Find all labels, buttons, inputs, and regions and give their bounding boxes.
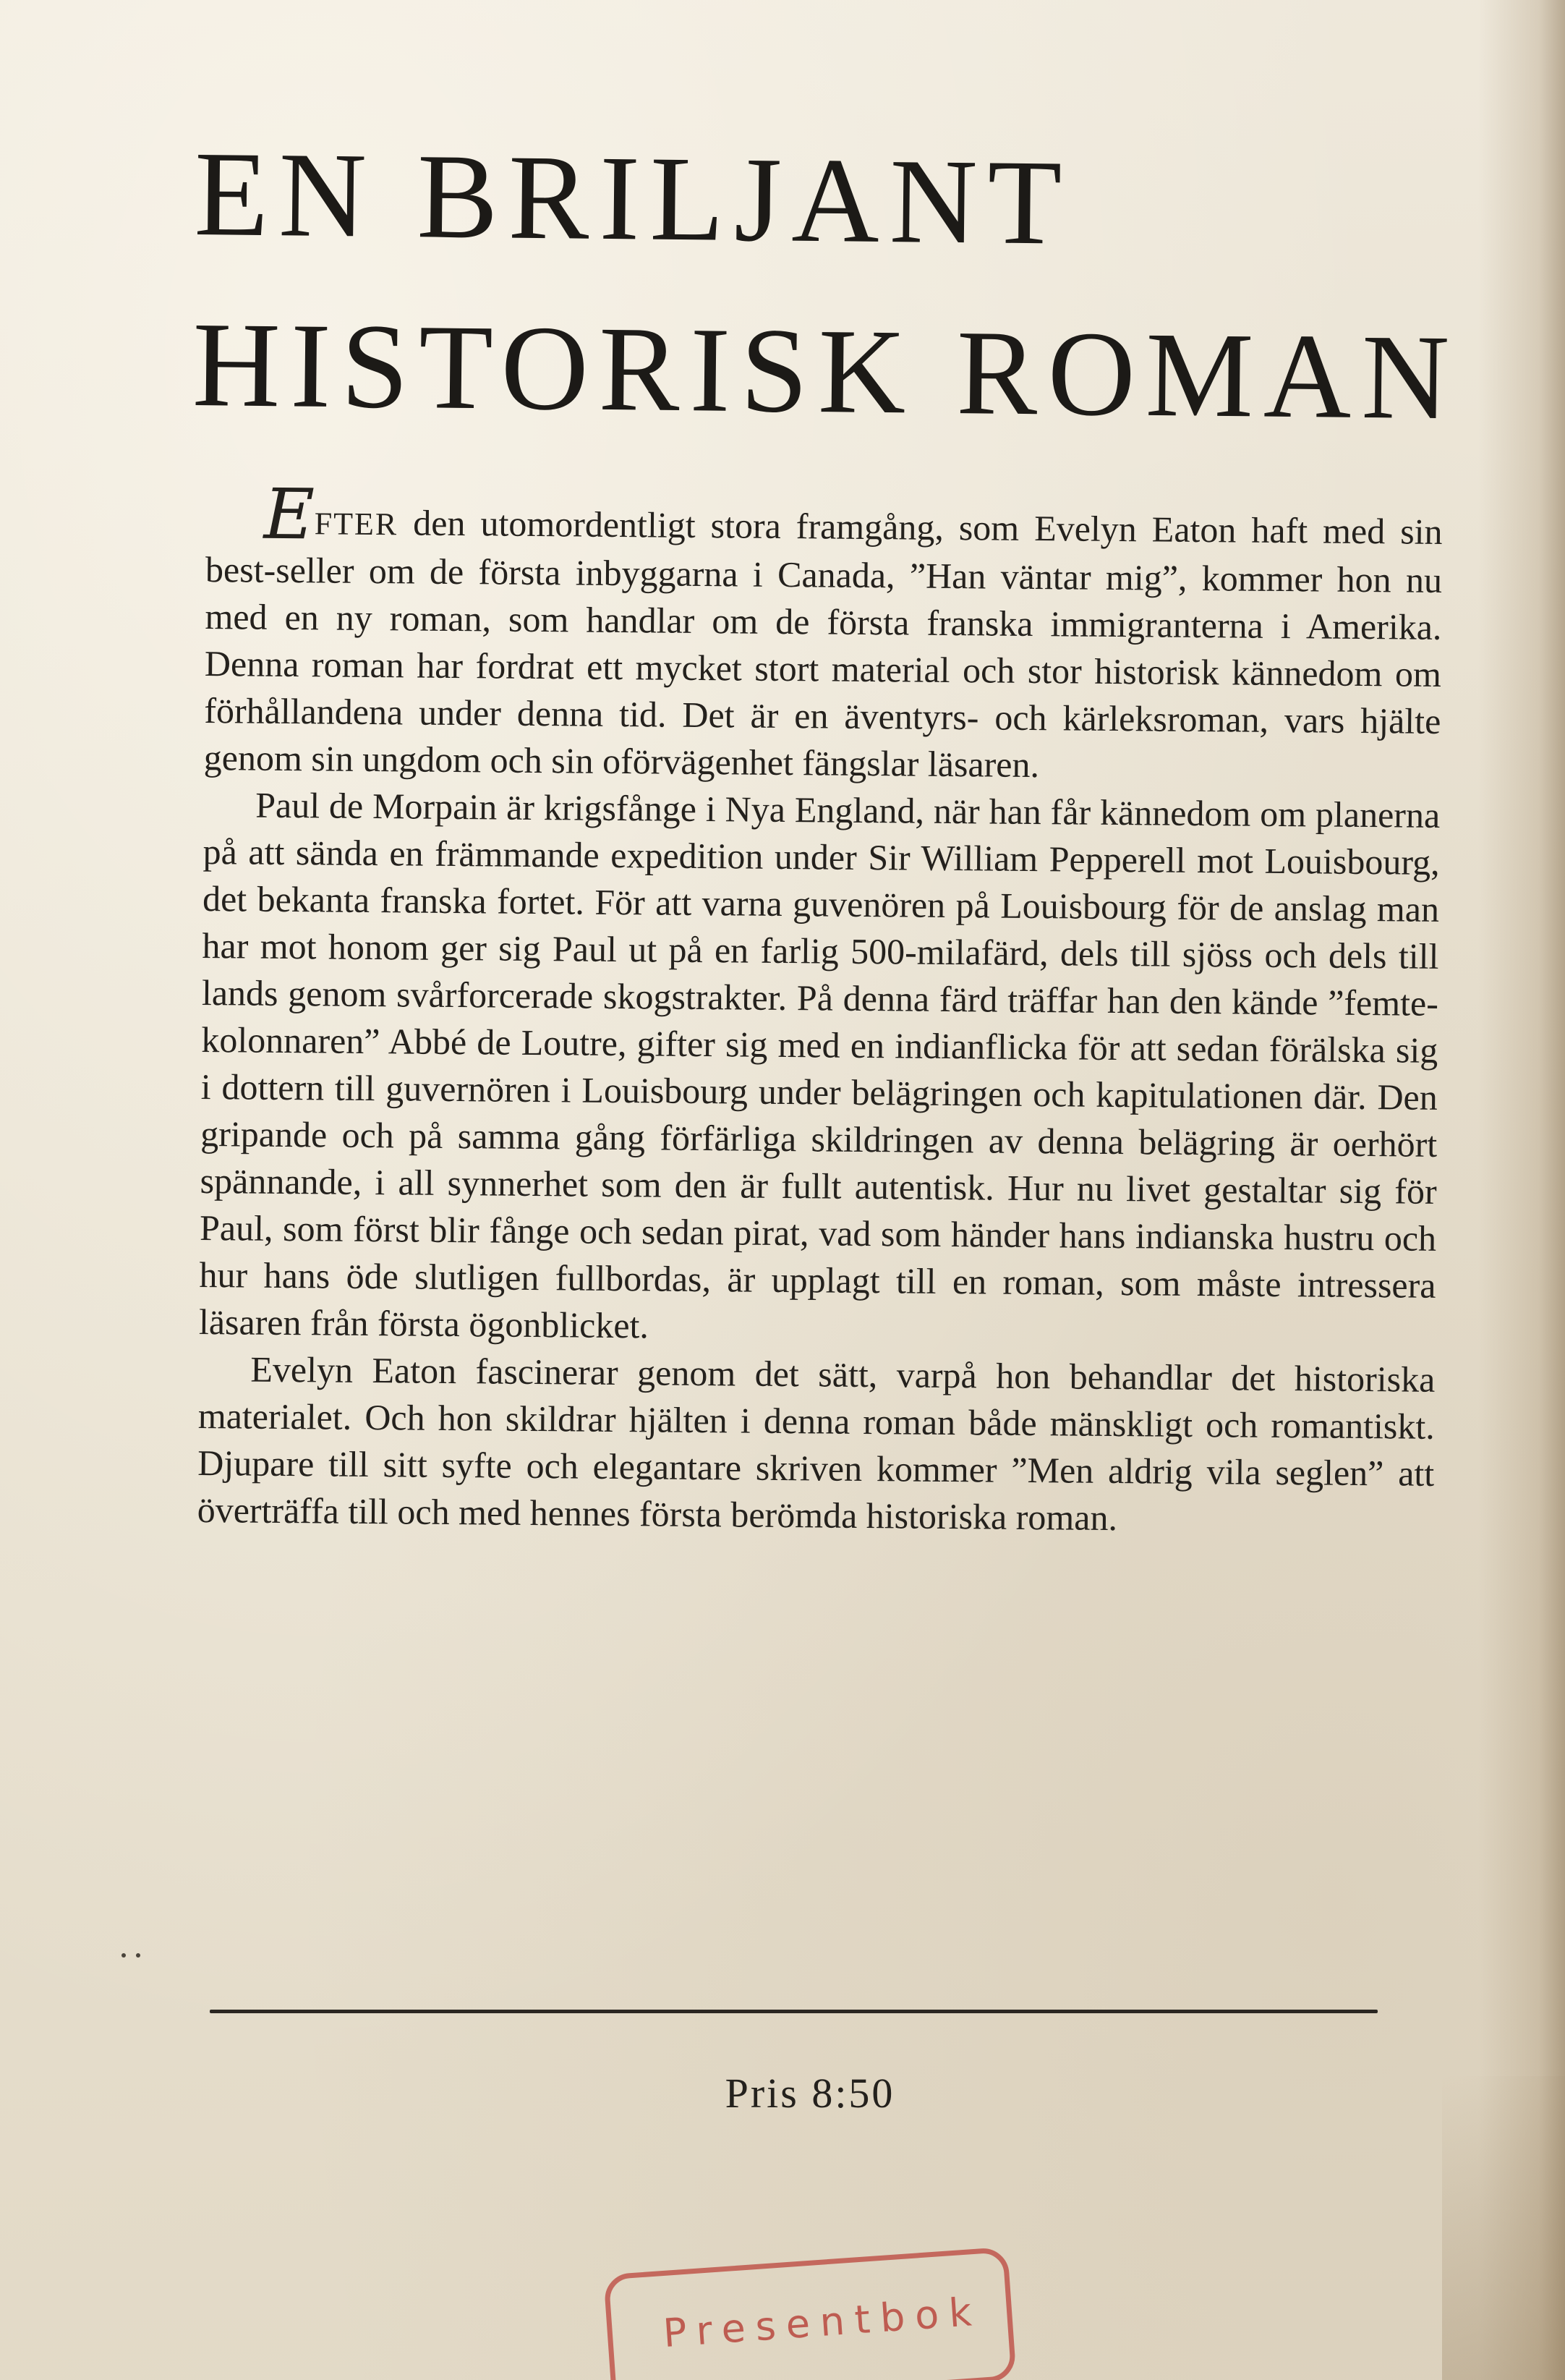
blurb-paragraph-1 — [203, 473, 1443, 792]
headline — [192, 109, 1483, 464]
divider-rule — [210, 2010, 1378, 2013]
blurb-paragraph-2: Paul de Morpain är krigsfånge i Nya England, när han får kännedom om planerna på att sända en främmande expedition under Sir William Pepperell mot Louisbourg, det bekanta franska fortet. För att varna guvenören på Louisbourg för de anslag man har mot honom ger sig Paul ut på en farlig 500-milafärd, dels till sjöss och dels till lands genom svårforcerade skogstrakter. På denna färd träffar han den kände ”femte-kolonnaren” Abbé de Loutre, gifter sig med en indianflicka för att sedan förälska sig i dottern till guvernören i Louisbourg under belägringen och kapitulationen där. Den gripande och på samma gång förfärliga skildringen av denna belägring är oerhört spännande, i all synnerhet som den är fullt autentisk. Hur nu livet gestaltar sig för Paul, som först blir fånge och sedan pirat, vad som händer hans indianska hustru och hur hans öde slutligen fullbordas, är upplagt till en roman, som måste intressera läsaren från första ögonblicket. — [198, 784, 1441, 1346]
paper-edge-shadow — [1478, 0, 1565, 2380]
opening-smallcaps: FTER — [314, 506, 398, 543]
price-label: Pris 8:50 — [725, 2070, 895, 2117]
drop-cap: E — [263, 473, 315, 556]
blurb-paragraph-3: Evelyn Eaton fascinerar genom det sätt, varpå hon behandlar det historiska materialet. Och hon skildrar hjälten i denna roman både mänskligt och romantiskt. Djupare till sitt syfte och elegantare skriven kommer ”Men aldrig vila seglen” att överträffa till och med hennes första berömda historiska roman. — [197, 1348, 1436, 1539]
blurb-text — [197, 473, 1443, 1544]
paragraph-1-text: den utomordentligt stora framgång, som Evelyn Eaton haft med sin best-seller om de första inbyggarna i Canada, ”Han väntar mig”, kommer hon nu med en ny roman, som handlar om de första franska immigranterna i Amerika. Denna roman har fordrat ett mycket stort material och stor historisk kännedom om förhållandena under denna tid. Det är en äventyrs- och kärleksroman, vars hjälte genom sin ungdom och sin oförvägenhet fängslar läsaren. — [203, 502, 1443, 786]
paper-corner-stain — [1442, 2076, 1565, 2380]
stamp-text: Presentbok — [661, 2288, 984, 2357]
headline-line-1: EN BRILJANT — [193, 126, 1073, 271]
headline-line-2: HISTORISK ROMAN — [192, 297, 1460, 446]
presentbok-stamp — [603, 2247, 1017, 2380]
ink-specks — [121, 1948, 165, 1957]
